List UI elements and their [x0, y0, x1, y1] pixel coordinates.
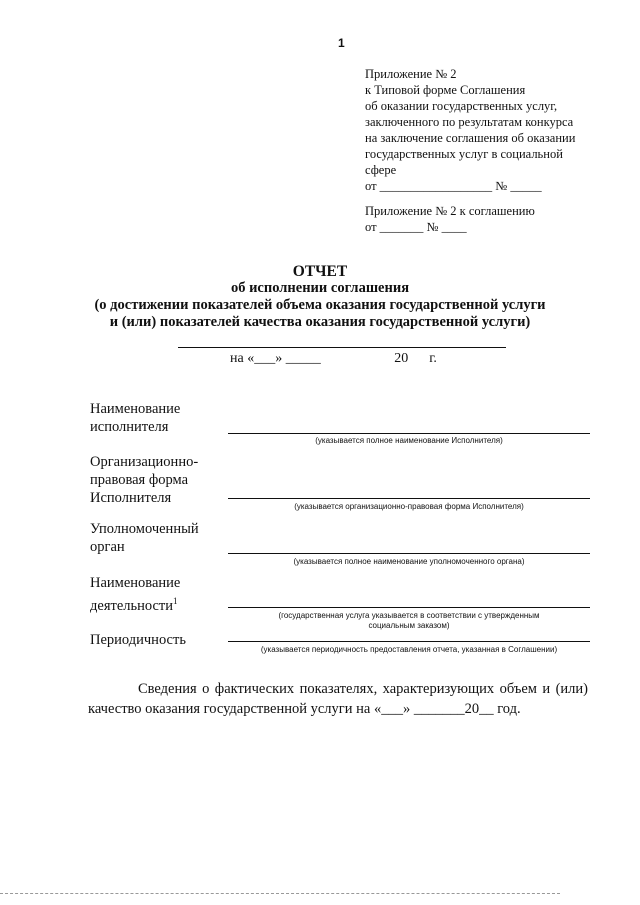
field-hint-periodicity: (указывается периодичность предоставления отчета, указанная в Соглашении)	[260, 645, 558, 654]
report-title	[0, 263, 640, 331]
appendix-header	[365, 66, 610, 194]
scan-artifact-line	[0, 893, 560, 894]
title-line-1: об исполнении соглашения	[230, 280, 410, 296]
appendix-date-number: от __________________ № _____	[365, 179, 542, 193]
field-label-activity-name	[90, 574, 210, 615]
agreement-appendix-date-number: от _______ № ____	[365, 220, 467, 234]
appendix-line: заключенного по результатам конкурса	[365, 115, 574, 129]
field-label-executor-name: Наименование исполнителя	[90, 401, 181, 435]
title-line-3: и (или) показателей качества оказания государственной услуги)	[109, 314, 531, 330]
report-date-line: на «___» _____ 20 г.	[230, 351, 437, 366]
agreement-appendix	[365, 203, 535, 235]
appendix-line: государственных услуг в социальной	[365, 147, 563, 161]
field-line-activity-name	[228, 607, 590, 608]
footnote-marker: 1	[173, 596, 178, 606]
field-line-periodicity	[228, 641, 590, 642]
appendix-line: Приложение № 2	[365, 67, 457, 81]
field-label-legal-form: Организационно-правовая форма Исполнителя	[90, 454, 199, 506]
field-hint-line: социальным заказом)	[368, 621, 450, 630]
field-hint-line: (государственная услуга указывается в соответствии с утвержденным	[278, 611, 540, 620]
field-hint-executor-name: (указывается полное наименование Исполнителя)	[315, 436, 503, 445]
field-hint-authorized-body: (указывается полное наименование уполномоченного органа)	[293, 557, 525, 566]
field-label-authorized-body: Уполномоченный орган	[90, 521, 199, 555]
title-underline	[178, 347, 506, 348]
agreement-appendix-title: Приложение № 2 к соглашению	[365, 204, 535, 218]
field-label-activity-name-text: Наименование деятельности	[90, 575, 181, 614]
title-main: ОТЧЕТ	[292, 263, 348, 280]
field-line-legal-form	[228, 498, 590, 499]
appendix-line: к Типовой форме Соглашения	[365, 83, 526, 97]
appendix-line: сфере	[365, 163, 397, 177]
page-number: 1	[338, 36, 345, 50]
field-hint-legal-form: (указывается организационно-правовая форма Исполнителя)	[294, 502, 524, 511]
appendix-line: на заключение соглашения об оказании	[365, 131, 576, 145]
field-line-executor-name	[228, 433, 590, 434]
title-line-2: (о достижении показателей объема оказания государственной услуги	[94, 297, 546, 313]
field-hint-activity-name	[228, 611, 590, 631]
field-label-periodicity: Периодичность	[90, 632, 186, 648]
appendix-line: об оказании государственных услуг,	[365, 99, 558, 113]
info-paragraph: Сведения о фактических показателях, характеризующих объем и (или) качество оказания государственной услуги на «___» _______20__ год.	[88, 681, 588, 717]
field-line-authorized-body	[228, 553, 590, 554]
